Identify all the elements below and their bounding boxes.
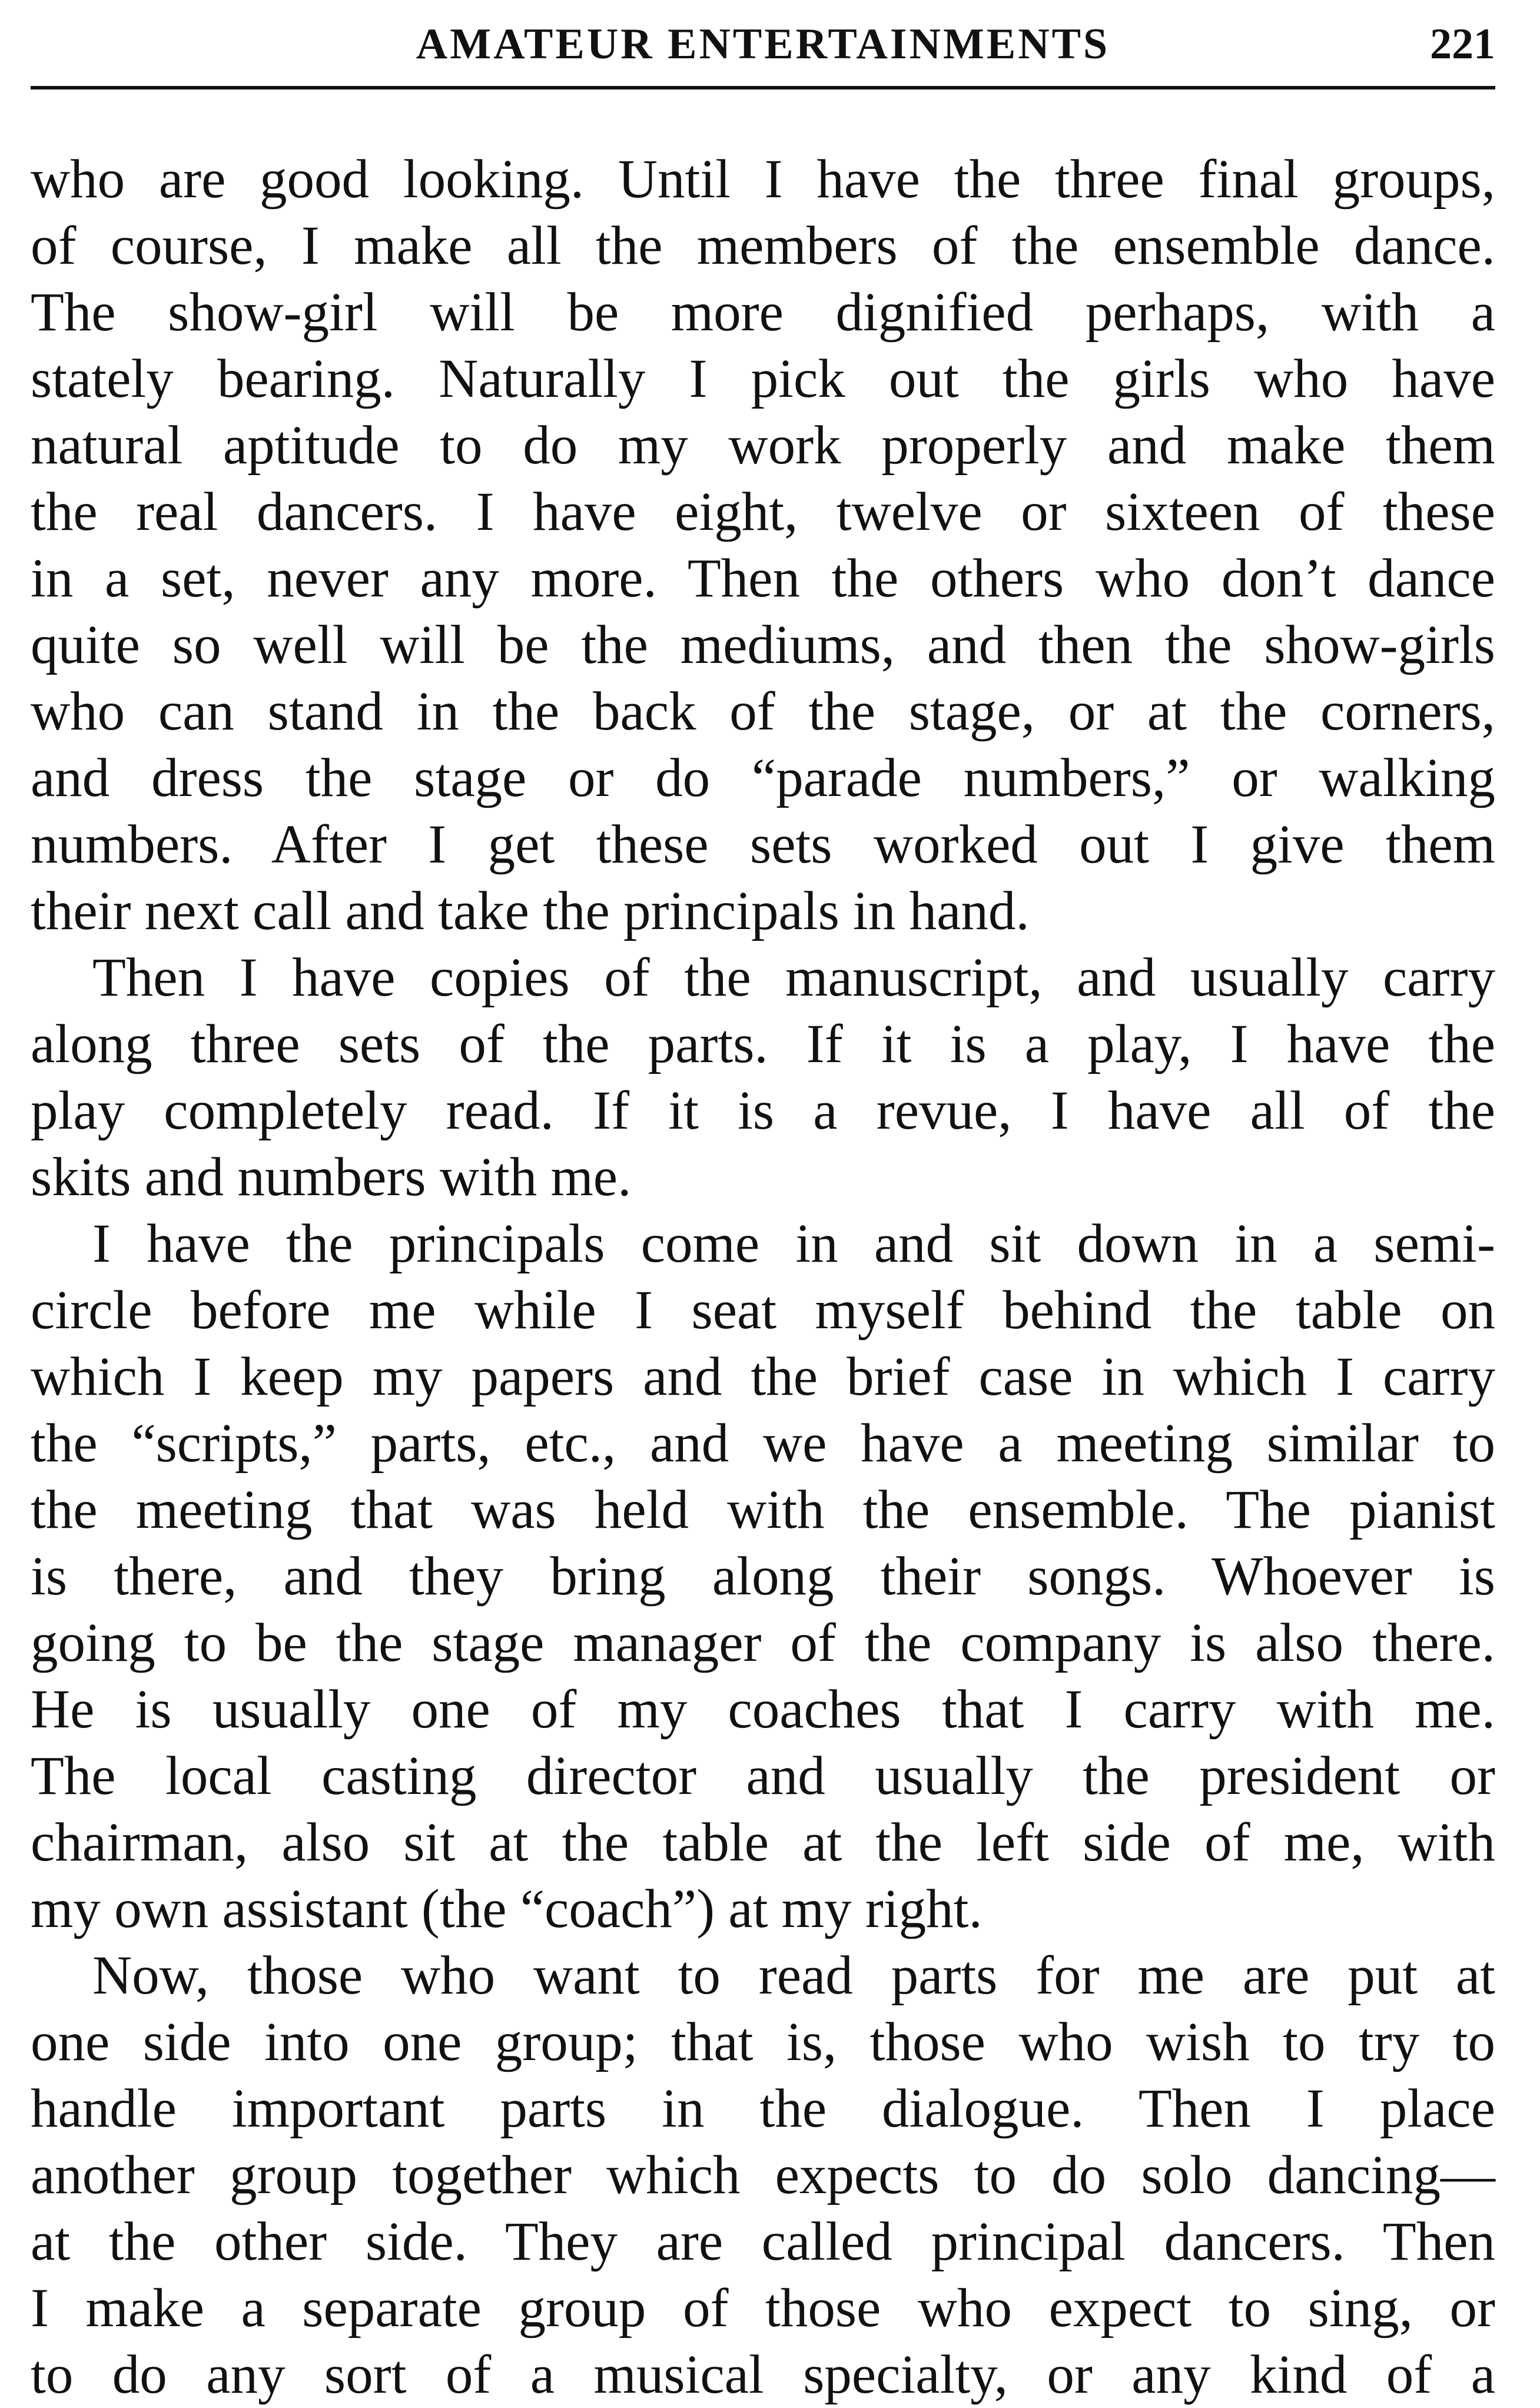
text-line: I have the principals come in and sit down in a semi- xyxy=(92,1213,1495,1274)
text-line: Then I have copies of the manuscript, and usually carry xyxy=(92,947,1495,1008)
running-header xyxy=(31,18,1495,71)
text-line: at the other side. They are called principal dancers. Then xyxy=(31,2211,1495,2272)
text-line: another group together which expects to do solo dancing— xyxy=(31,2145,1495,2205)
text-line: who are good looking. Until I have the three final groups, xyxy=(31,149,1495,210)
text-line: the real dancers. I have eight, twelve or sixteen of these xyxy=(31,482,1495,542)
text-line: and dress the stage or do “parade numbers,” or walking xyxy=(31,748,1495,808)
text-line: their next call and take the principals in hand. xyxy=(31,881,1030,941)
page-number: 221 xyxy=(1430,20,1495,68)
text-line: is there, and they bring along their songs. Whoever is xyxy=(31,1546,1495,1607)
text-line: handle important parts in the dialogue. Then I place xyxy=(31,2078,1495,2139)
text-line: which I keep my papers and the brief case in which I carry xyxy=(31,1346,1495,1407)
text-line: the “scripts,” parts, etc., and we have a meeting similar to xyxy=(31,1413,1495,1474)
text-line: He is usually one of my coaches that I carry with me. xyxy=(31,1679,1495,1740)
text-line: I make a separate group of those who expect to sing, or xyxy=(31,2278,1495,2339)
text-line: to do any sort of a musical specialty, or any kind of a xyxy=(31,2344,1495,2405)
text-line: quite so well will be the mediums, and then the show-girls xyxy=(31,615,1495,675)
text-line: in a set, never any more. Then the others who don’t dance xyxy=(31,548,1495,609)
text-line: play completely read. If it is a revue, I have all of the xyxy=(31,1080,1495,1141)
text-line: along three sets of the parts. If it is a play, I have the xyxy=(31,1014,1495,1074)
text-line: the meeting that was held with the ensemble. The pianist xyxy=(31,1480,1495,1540)
text-line: skits and numbers with me. xyxy=(31,1147,632,1208)
header-rule xyxy=(31,86,1495,89)
text-line: one side into one group; that is, those who wish to try to xyxy=(31,2012,1495,2072)
paragraph xyxy=(31,944,1495,1210)
text-line: The local casting director and usually the president or xyxy=(31,1746,1495,1806)
text-line: The show-girl will be more dignified perhaps, with a xyxy=(31,282,1495,343)
text-line: who can stand in the back of the stage, or at the corners, xyxy=(31,681,1495,742)
paragraph xyxy=(31,1210,1495,1942)
paragraph xyxy=(31,1942,1495,2408)
text-line: chairman, also sit at the table at the left side of me, with xyxy=(31,1812,1495,1873)
text-line: of course, I make all the members of the ensemble dance. xyxy=(31,215,1495,276)
text-line: going to be the stage manager of the company is also there. xyxy=(31,1613,1495,1673)
text-line: my own assistant (the “coach”) at my right. xyxy=(31,1879,983,1939)
text-line: circle before me while I seat myself behind the table on xyxy=(31,1280,1495,1341)
text-line: stately bearing. Naturally I pick out the girls who have xyxy=(31,349,1495,409)
body-text xyxy=(31,146,1495,2408)
running-title: AMATEUR ENTERTAINMENTS xyxy=(416,20,1110,68)
text-line: Now, those who want to read parts for me are put at xyxy=(92,1945,1495,2006)
text-line: numbers. After I get these sets worked out I give them xyxy=(31,814,1495,875)
text-line: natural aptitude to do my work properly and make them xyxy=(31,415,1495,476)
paragraph xyxy=(31,146,1495,944)
